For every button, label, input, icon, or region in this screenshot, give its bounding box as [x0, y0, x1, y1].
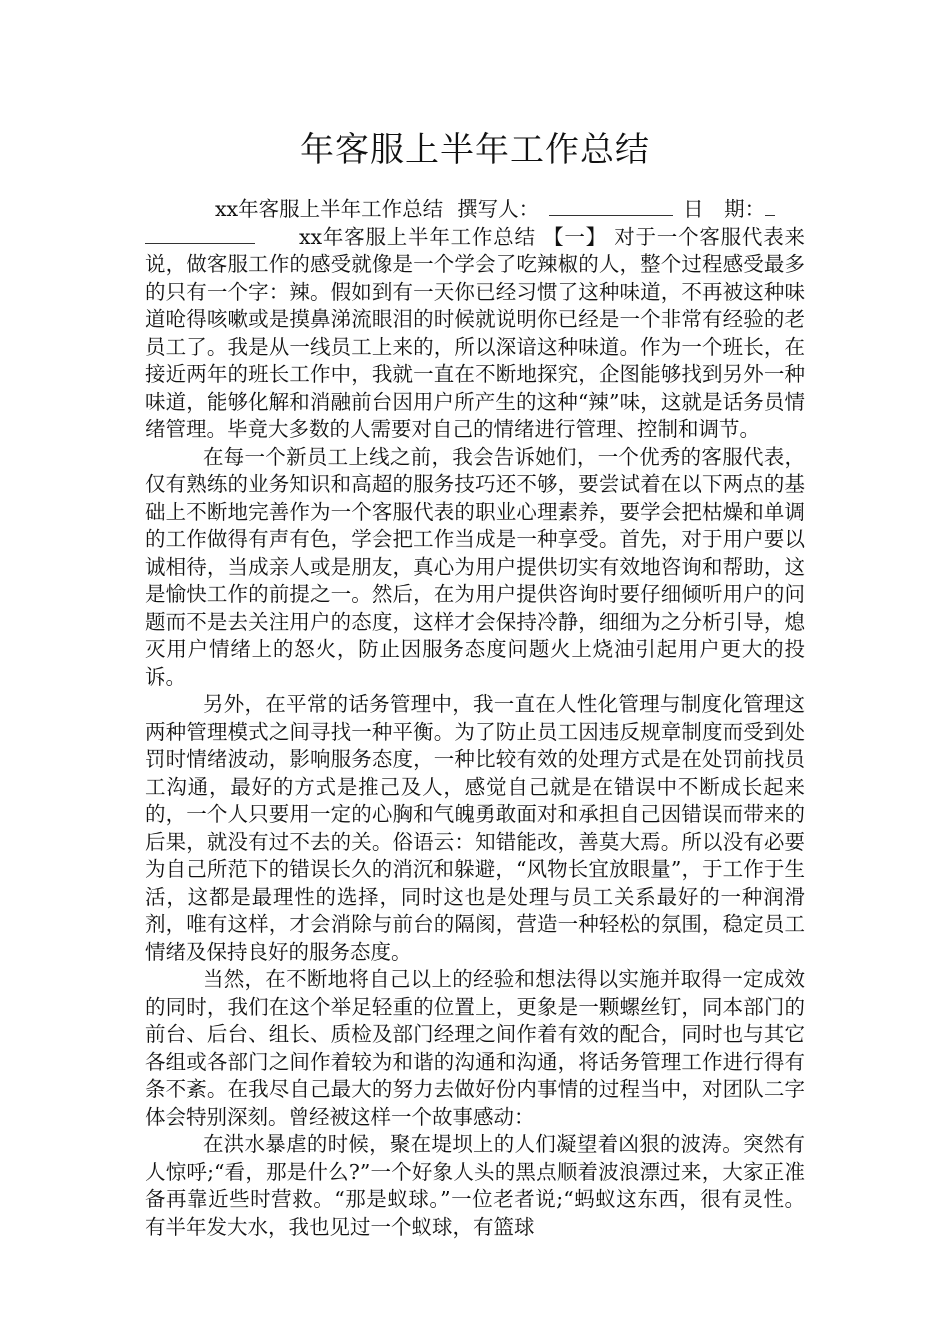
date-label: 日 期： [683, 197, 766, 221]
section-marker: 【一】 [543, 224, 607, 249]
paragraph-3: 另外，在平常的话务管理中，我一直在人性化管理与制度化管理这两种管理模式之间寻找一种平衡。为了防止员工因违反规章制度而受到处罚时情绪波动，影响服务态度，一种比较有效的处理方式是在处罚前找员工沟通，最好的方式是推己及人，感觉自己就是在错误中不断成长起来的，一个人只要用一定的心胸和气魄勇敢面对和承担自己因错误而带来的后果，就没有过不去的关。俗语云：知错能改，善莫大焉。所以没有必要为自己所范下的错误长久的消沉和躲避，“风物长宜放眼量”，于工作于生活，这都是最理性的选择，同时这也是处理与员工关系最好的一种润滑剂，唯有这样，才会消除与前台的隔阂，营造一种轻松的氛围，稳定员工情绪及保持良好的服务态度。 [145, 692, 805, 964]
meta-line [145, 196, 805, 224]
date-blank-continued [145, 225, 255, 244]
doc-name: xx年客服上半年工作总结 [215, 197, 444, 221]
paragraph-2: 在每一个新员工上线之前，我会告诉她们，一个优秀的客服代表，仅有熟练的业务知识和高超的服务技巧还不够，要尝试着在以下两点的基础上不断地完善作为一个客服代表的职业心理素养，要学会把枯燥和单调的工作做得有声有色，学会把工作当成是一种享受。首先，对于用户要以诚相待，当成亲人或是朋友，真心为用户提供切实有效地咨询和帮助，这是愉快工作的前提之一。然后，在为用户提供咨询时要仔细倾听用户的问题而不是去关注用户的态度，这样才会保持冷静，细细为之分析引导，熄灭用户情绪上的怒火，防止因服务态度问题火上烧油引起用户更大的投诉。 [145, 444, 805, 689]
author-blank [549, 197, 673, 216]
paragraph-4: 当然，在不断地将自己以上的经验和想法得以实施并取得一定成效的同时，我们在这个举足轻重的位置上，更象是一颗螺丝钉，同本部门的前台、后台、组长、质检及部门经理之间作着有效的配合，同时也与其它各组或各部门之间作着较为和谐的沟通和沟通，将话务管理工作进行得有条不紊。在我尽自己最大的努力去做好份内事情的过程当中，对团队二字体会特别深刻。曾经被这样一个故事感动： [145, 967, 805, 1129]
author-label: 撰写人： [457, 197, 540, 221]
paragraph-1-text: 对于一个客服代表来说，做客服工作的感受就像是一个学会了吃辣椒的人，整个过程感受最多的只有一个字：辣。假如到有一天你已经习惯了这种味道，不再被这种味道呛得咳嗽或是摸鼻涕流眼泪的时候就说明你已经是一个非常有经验的老员工了。我是从一线员工上来的，所以深谙这种味道。作为一个班长，在接近两年的班长工作中，我就一直在不断地探究，企图能够找到另外一种味道，能够化解和消融前台因用户所产生的这种“辣”味，这就是话务员情绪管理。毕竟大多数的人需要对自己的情绪进行管理、控制和调节。 [145, 224, 806, 441]
document-body [145, 196, 805, 1241]
paragraph-1 [145, 224, 805, 444]
subtitle: xx年客服上半年工作总结 [299, 224, 536, 249]
date-blank [765, 197, 775, 216]
paragraph-5: 在洪水暴虐的时候，聚在堤坝上的人们凝望着凶狠的波涛。突然有人惊呼;“看，那是什么?”一个好象人头的黑点顺着波浪漂过来，大家正准备再靠近些时营救。“那是蚁球。”一位老者说;“蚂蚁这东西，很有灵性。有半年发大水，我也见过一个蚁球，有篮球 [145, 1132, 805, 1239]
document-title: 年客服上半年工作总结 [300, 130, 650, 170]
